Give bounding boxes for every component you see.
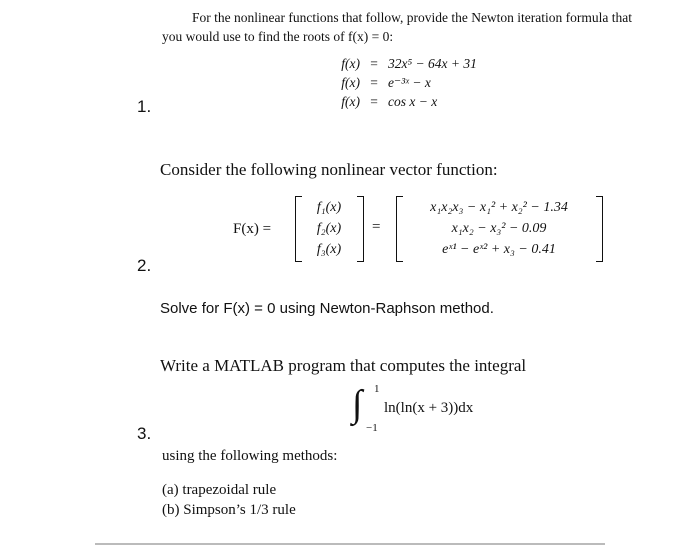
right-bracket-expressions [596,196,603,262]
right-bracket-components [357,196,364,262]
component-column [303,197,355,260]
component: f₃(x) [316,242,342,257]
equation-row [318,75,477,94]
integral-upper-limit: 1 [374,383,380,395]
equation-rhs: e⁻³ˣ − x [388,75,431,90]
expression: x₁x₂x₃ − x₁² + x₂² − 1.34 [430,200,568,215]
vector-equals: = [372,219,381,235]
equation-lhs: f(x) [341,56,360,71]
equation-equals: = [370,94,378,109]
method-item: (b) Simpson’s 1/3 rule [162,502,296,518]
expression: x₁x₂ − x₃² − 0.09 [451,221,547,236]
equation-equals: = [370,56,378,71]
problem-1-number: 1. [137,97,152,116]
integral-lower-limit: −1 [366,422,378,434]
problem-2-solve: Solve for F(x) = 0 using Newton-Raphson method. [160,300,494,317]
equation-rhs: 32x⁵ − 64x + 31 [388,56,477,71]
problem-3-using: using the following methods: [162,448,338,464]
left-bracket-expressions [396,196,403,262]
equation-rhs: cos x − x [388,94,438,109]
method-item: (a) trapezoidal rule [162,482,277,498]
problem-2-title: Consider the following nonlinear vector function: [160,160,498,179]
problem-2-number: 2. [137,256,152,275]
problem-1-intro-line-2: you would use to find the roots of f(x) = 0: [162,29,394,44]
expression: eˣ¹ − eˣ² + x₃ − 0.41 [442,242,556,257]
left-bracket-components [295,196,302,262]
equation-lhs: f(x) [341,94,360,109]
equation-row [318,94,477,113]
method-list [162,480,296,520]
equation-lhs: f(x) [341,75,360,90]
integral-sign-icon: ∫ [352,383,363,425]
component: f₂(x) [316,221,342,236]
integrand: ln(ln(x + 3))dx [384,400,474,416]
bottom-divider [95,543,605,545]
expression-column [404,197,594,260]
problem-3-number: 3. [137,424,152,443]
problem-1-intro-line-1: For the nonlinear functions that follow, provide the Newton iteration formula that [192,10,633,25]
problem-3-title: Write a MATLAB program that computes the integral [160,356,527,375]
equation-equals: = [370,75,378,90]
vector-lhs: F(x) = [233,221,272,237]
equation-row [318,56,477,75]
component: f₁(x) [316,200,342,215]
problem-1-intro [162,8,682,46]
problem-1-equations [318,56,477,113]
